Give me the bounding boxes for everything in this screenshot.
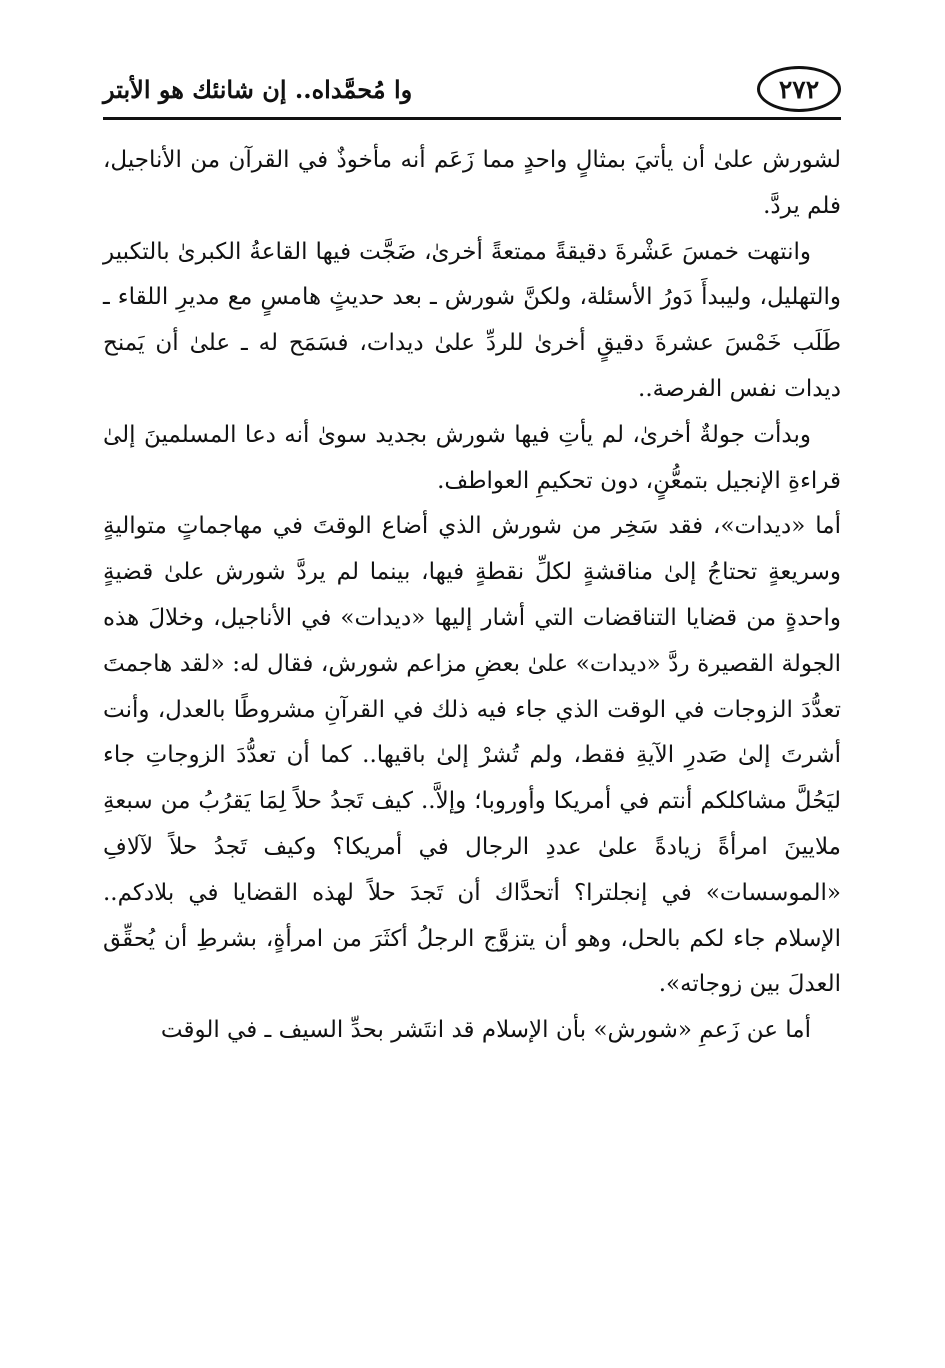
paragraph-1: لشورش علىٰ أن يأتيَ بمثالٍ واحدٍ مما زَعَم أنه مأخوذٌ في القرآن من الأناجيل، فلم يردَّ. (103, 147, 841, 219)
page-header (103, 62, 841, 120)
running-title: وا مُحمَّداه.. إن شانئك هو الأبتر (103, 75, 413, 104)
page-number: ٢٧٢ (757, 66, 841, 112)
header-rule (103, 117, 841, 120)
body-text (103, 138, 841, 1054)
paragraph-5: أما عن زَعمِ «شورش» بأن الإسلام قد انتَشر بحدِّ السيف ـ في الوقت (160, 1017, 811, 1044)
paragraph-4: أما «ديدات»، فقد سَخِر من شورش الذي أضاع الوقتَ في مهاجماتٍ متواليةٍ وسريعةٍ تحتاجُ إلىٰ مناقشةٍ لكلِّ نقطةٍ فيها، بينما لم يردَّ شورش علىٰ قضيةٍ واحدةٍ من قضايا التناقضات التي أشار إليها «ديدات» في الأناجيل، وخلالَ هذه الجولة القصيرة ردَّ «ديدات» علىٰ بعضِ مزاعم شورش، فقال له: «لقد هاجمتَ تعدُّدَ الزوجات في الوقت الذي جاء فيه ذلك في القرآنِ مشروطًا بالعدل، وأنت أشرتَ إلىٰ صَدرِ الآيةِ فقط، ولم تُشرْ إلىٰ باقيها.. كما أن تعدُّدَ الزوجاتِ جاء ليَحُلَّ مشاكلكم أنتم في أمريكا وأوروبا؛ وإلاَّ.. كيف تَجدُ حلاً لِمَا يَقرُبُ من سبعةِ ملايينَ امرأةً زيادةً علىٰ عددِ الرجال في أمريكا؟ وكيف تَجدُ حلاً لآلافِ «الموسسات» في إنجلترا؟ أتحدَّاك أن تَجدَ حلاً لهذه القضايا في بلادكم.. الإسلام جاء لكم بالحل، وهو أن يتزوَّج الرجلُ أكثَرَ من امرأةٍ، بشرطِ أن يُحقِّق العدلَ بين زوجاته». (103, 513, 841, 998)
paragraph-3: وبدأت جولةٌ أخرىٰ، لم يأتِ فيها شورش بجديد سوىٰ أنه دعا المسلمينَ إلىٰ قراءةِ الإنجيل بتمعُّنٍ، دون تحكيمِ العواطف. (103, 421, 841, 494)
paragraph-2: وانتهت خمسَ عَشْرةَ دقيقةً ممتعةً أخرىٰ، ضَجَّت فيها القاعةُ الكبرىٰ بالتكبير والتهليل، وليبدأَ دَورُ الأسئلة، ولكنَّ شورش ـ بعد حديثٍ هامسٍ مع مديرِ اللقاء ـ طَلَب خَمْسَ عشرةَ دقيقٍ أخرىٰ للردِّ علىٰ ديدات، فسَمَح له ـ علىٰ أن يَمنح ديدات نفس الفرصة.. (103, 238, 841, 402)
